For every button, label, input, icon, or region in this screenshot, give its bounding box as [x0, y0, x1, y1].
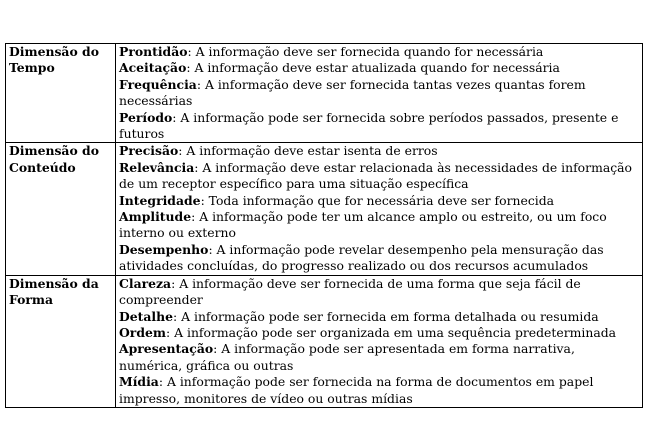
attribute-term: Detalhe: [119, 308, 173, 324]
table-row-tempo: [6, 44, 643, 143]
attribute-term: Frequência: [119, 76, 197, 92]
attribute-term: Apresentação: [119, 341, 214, 357]
attribute-description: : Toda informação que for necessária deve ser fornecida: [200, 192, 555, 208]
attribute-description: : A informação pode ser fornecida sobre períodos passados, presente e futuros: [119, 109, 619, 142]
attribute-term: Ordem: [119, 324, 166, 340]
attribute-entry: [119, 374, 639, 407]
attribute-entry: [119, 309, 639, 325]
dimension-label-tempo: Dimensão do Tempo: [6, 44, 116, 143]
attribute-description: : A informação pode ser fornecida em forma detalhada ou resumida: [172, 308, 599, 324]
attribute-entry: [119, 193, 639, 209]
information-quality-table: [5, 43, 643, 408]
attribute-term: Prontidão: [119, 44, 188, 59]
attribute-term: Desempenho: [119, 241, 209, 257]
attributes-cell-forma: [116, 275, 643, 407]
attribute-entry: [119, 276, 639, 309]
attribute-entry: [119, 325, 639, 341]
attribute-description: : A informação deve estar atualizada quando for necessária: [186, 60, 560, 76]
attribute-term: Clareza: [119, 275, 172, 291]
attribute-term: Mídia: [119, 374, 159, 390]
attributes-cell-conteudo: [116, 143, 643, 275]
attribute-term: Precisão: [119, 143, 179, 159]
attribute-term: Relevância: [119, 159, 195, 175]
attribute-description: : A informação deve ser fornecida tantas vezes quantas forem necessárias: [119, 76, 586, 109]
attribute-entry: [119, 143, 639, 159]
attribute-description: : A informação deve estar relacionada às necessidades de informação de um receptor específico para uma situação específica: [119, 159, 632, 192]
attribute-description: : A informação deve ser fornecida de uma forma que seja fácil de compreender: [119, 275, 581, 308]
attribute-term: Aceitação: [119, 60, 187, 76]
dimension-label-forma: Dimensão da Forma: [6, 275, 116, 407]
attribute-description: : A informação pode revelar desempenho pela mensuração das atividades concluídas, do progresso realizado ou dos recursos acumulados: [119, 241, 604, 274]
attribute-description: : A informação pode ser organizada em uma sequência predeterminada: [165, 324, 617, 340]
attribute-term: Amplitude: [119, 209, 192, 225]
table-row-conteudo: [6, 143, 643, 275]
attribute-entry: [119, 209, 639, 242]
dimension-label-conteudo: Dimensão do Conteúdo: [6, 143, 116, 275]
attribute-term: Período: [119, 109, 173, 125]
attribute-term: Integridade: [119, 192, 201, 208]
attribute-entry: [119, 110, 639, 143]
attribute-entry: [119, 44, 639, 60]
attribute-description: : A informação deve ser fornecida quando for necessária: [187, 44, 544, 59]
attribute-description: : A informação pode ter um alcance amplo ou estreito, ou um foco interno ou externo: [119, 209, 607, 241]
attribute-description: : A informação pode ser fornecida na forma de documentos em papel impresso, monitores de vídeo ou outras mídias: [119, 374, 594, 406]
attribute-entry: [119, 60, 639, 76]
attribute-entry: [119, 160, 639, 193]
attribute-entry: [119, 77, 639, 110]
attribute-entry: [119, 341, 639, 374]
table-row-forma: [6, 275, 643, 407]
attribute-description: : A informação deve estar isenta de erros: [178, 143, 438, 159]
attribute-description: : A informação pode ser apresentada em forma narrativa, numérica, gráfica ou outras: [119, 341, 575, 373]
attribute-entry: [119, 242, 639, 275]
attributes-cell-tempo: [116, 44, 643, 143]
